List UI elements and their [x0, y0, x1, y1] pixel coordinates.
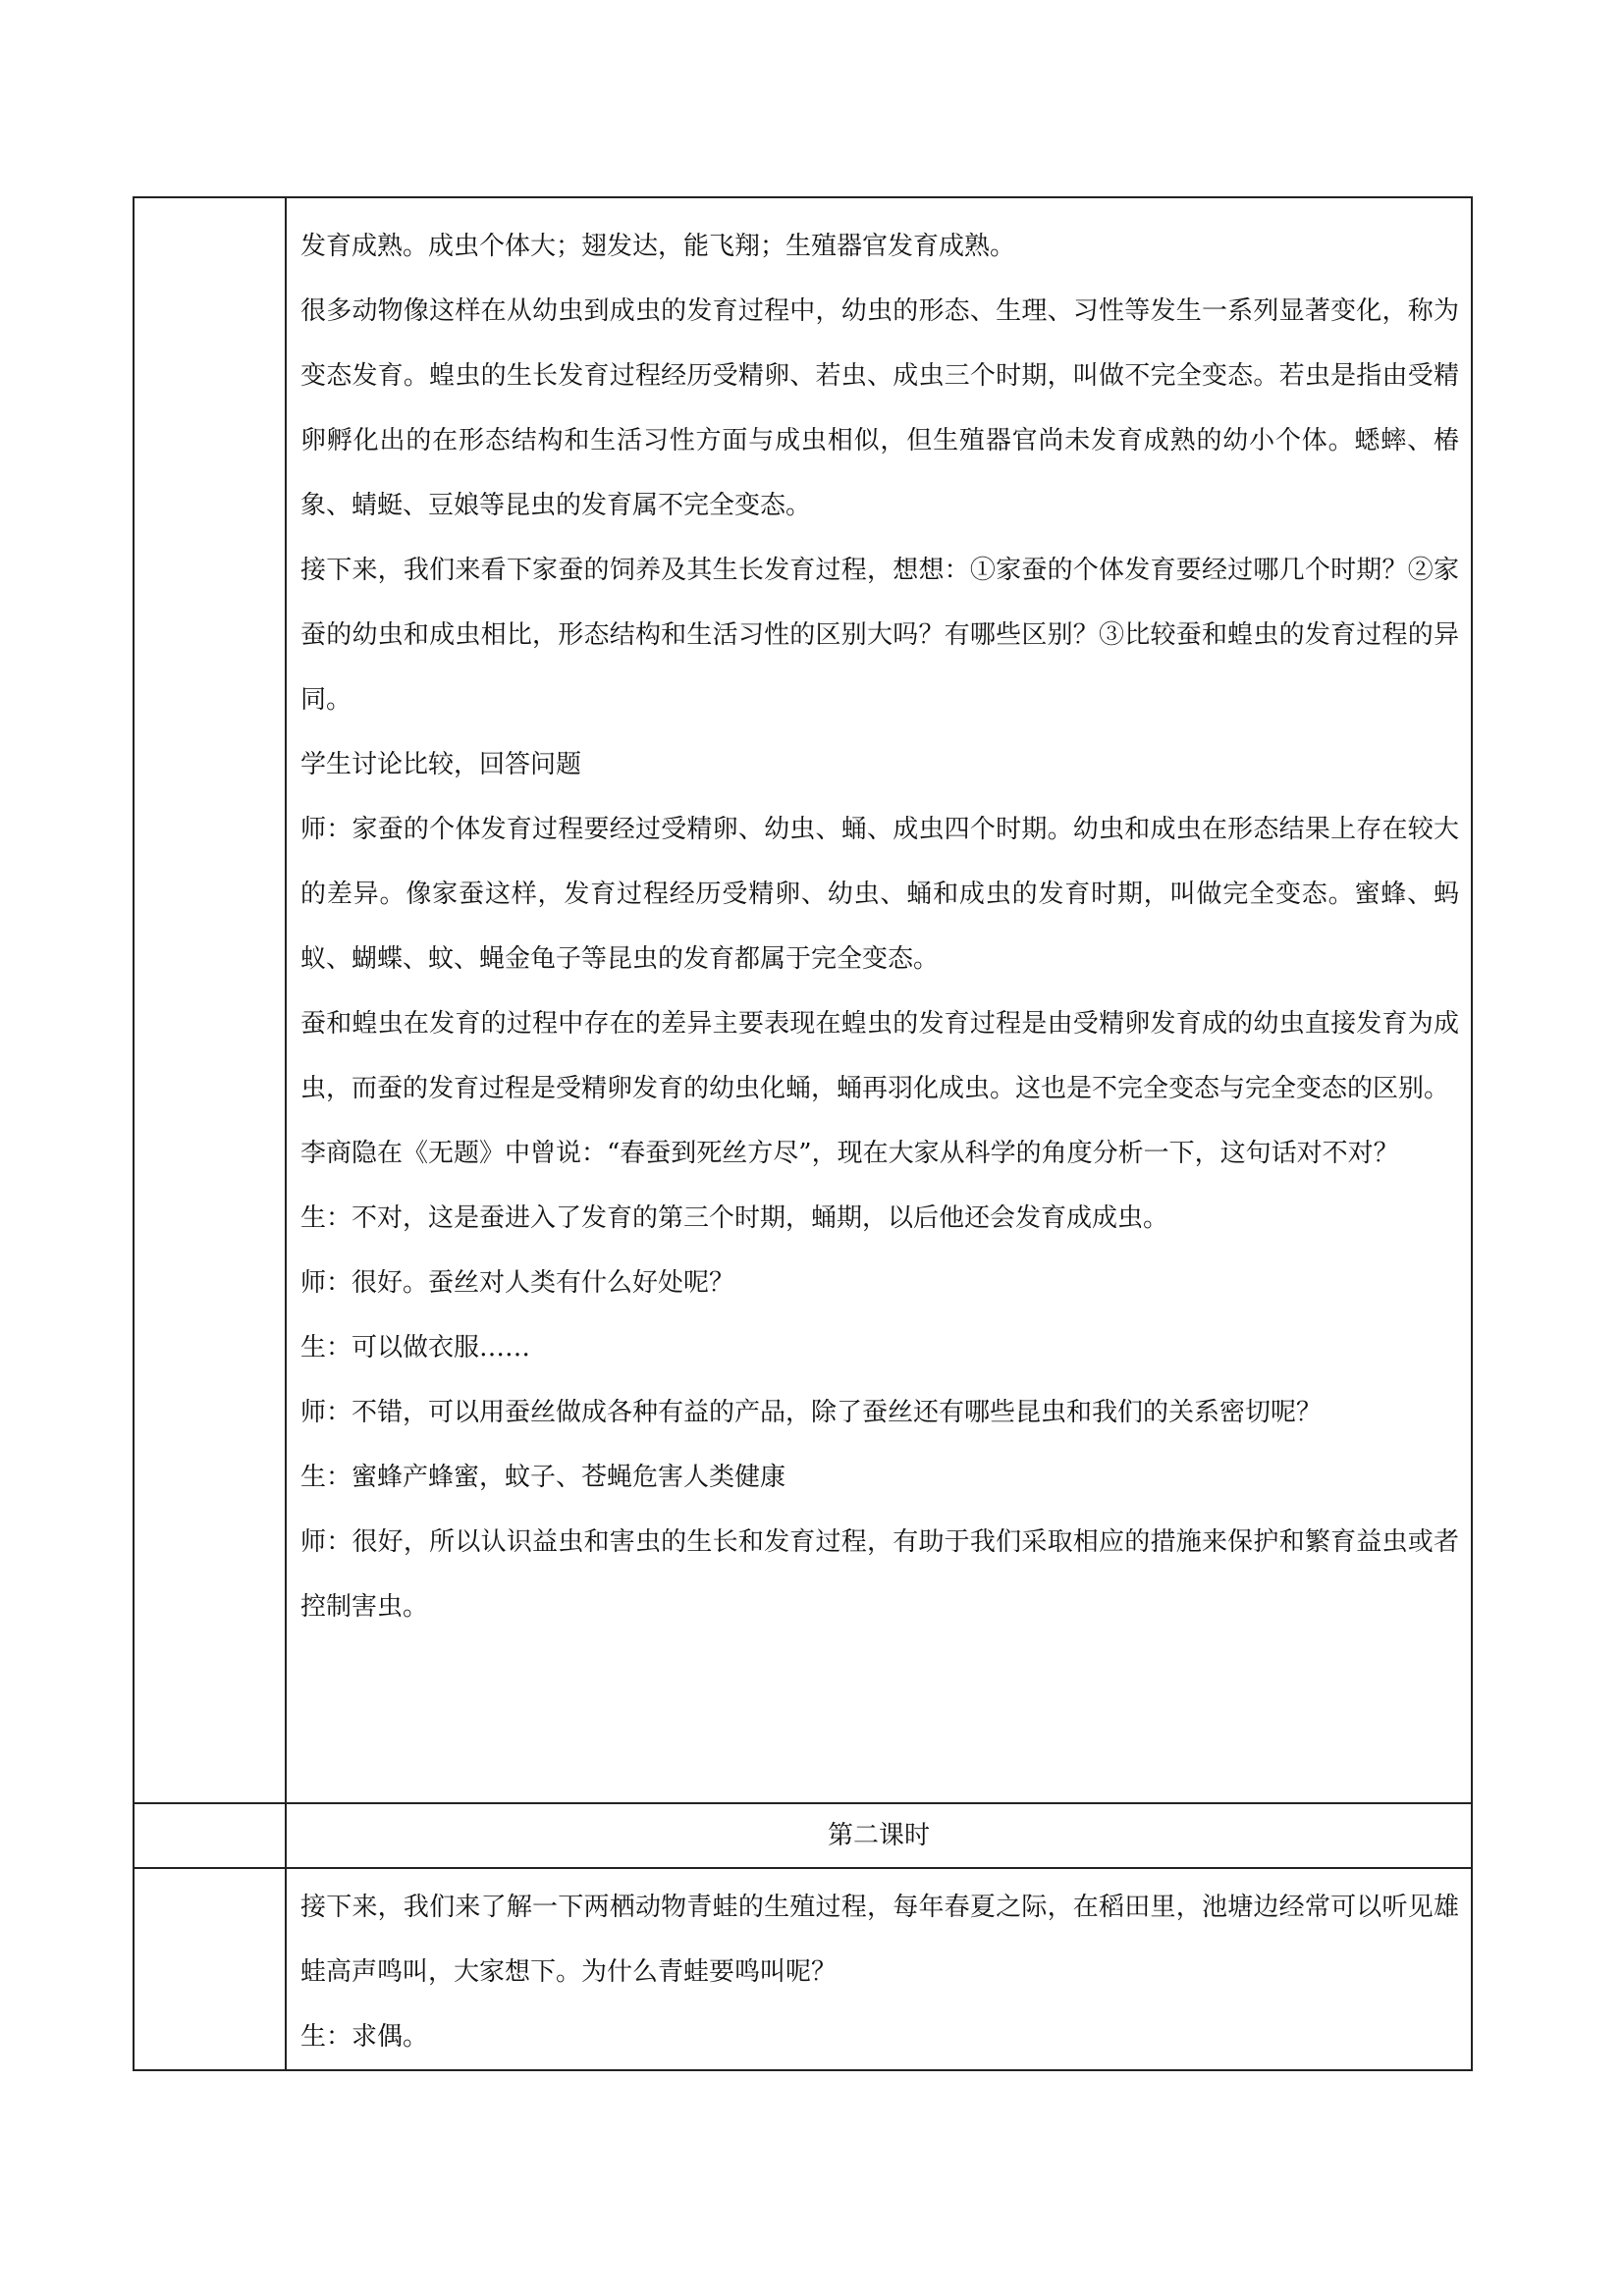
content-cell [286, 1868, 1472, 2070]
paragraph: 蚕和蝗虫在发育的过程中存在的差异主要表现在蝗虫的发育过程是由受精卵发育成的幼虫直接发育为成虫，而蚕的发育过程是受精卵发育的幼虫化蛹，蛹再羽化成虫。这也是不完全变态与完全变态的区别。 [300, 1009, 1459, 1103]
paragraph: 师：很好，所以认识益虫和害虫的生长和发育过程，有助于我们采取相应的措施来保护和繁育益虫或者控制害虫。 [300, 1527, 1459, 1622]
lesson-plan-table [133, 196, 1473, 2071]
left-label-cell [134, 1803, 286, 1868]
paragraph: 很多动物像这样在从幼虫到成虫的发育过程中，幼虫的形态、生理、习性等发生一系列显著变化，称为变态发育。蝗虫的生长发育过程经历受精卵、若虫、成虫三个时期，叫做不完全变态。若虫是指由受精卵孵化出的在形态结构和生活习性方面与成虫相似，但生殖器官尚未发育成熟的幼小个体。蟋蟀、椿象、蜻蜓、豆娘等昆虫的发育属不完全变态。 [300, 296, 1459, 520]
left-label-cell [134, 1868, 286, 2070]
paragraph: 生：可以做衣服…… [300, 1333, 531, 1362]
section-heading-cell [286, 1803, 1472, 1868]
paragraph: 发育成熟。成虫个体大；翅发达，能飞翔；生殖器官发育成熟。 [300, 232, 1016, 261]
paragraph: 师：家蚕的个体发育过程要经过受精卵、幼虫、蛹、成虫四个时期。幼虫和成虫在形态结果上存在较大的差异。像家蚕这样，发育过程经历受精卵、幼虫、蛹和成虫的发育时期，叫做完全变态。蜜蜂、蚂蚁、蝴蝶、蚊、蝇金龟子等昆虫的发育都属于完全变态。 [300, 815, 1459, 974]
section1-body [287, 198, 1471, 1639]
table-row [134, 197, 1472, 1803]
table-row [134, 1803, 1472, 1868]
table-row [134, 1868, 1472, 2070]
paragraph: 师：不错，可以用蚕丝做成各种有益的产品，除了蚕丝还有哪些昆虫和我们的关系密切呢？ [300, 1398, 1323, 1427]
paragraph: 生：求偶。 [300, 2022, 429, 2052]
section-heading: 第二课时 [827, 1821, 930, 1850]
paragraph: 接下来，我们来了解一下两栖动物青蛙的生殖过程，每年春夏之际，在稻田里，池塘边经常可以听见雄蛙高声鸣叫，大家想下。为什么青蛙要鸣叫呢？ [300, 1893, 1459, 1987]
section2-body [287, 1869, 1471, 2069]
paragraph: 学生讨论比较，回答问题 [300, 750, 582, 779]
content-cell [286, 197, 1472, 1803]
left-label-cell [134, 197, 286, 1803]
paragraph: 李商隐在《无题》中曾说：“春蚕到死丝方尽”，现在大家从科学的角度分析一下，这句话对不对？ [300, 1139, 1399, 1168]
paragraph: 师：很好。蚕丝对人类有什么好处呢？ [300, 1268, 735, 1298]
paragraph: 生：蜜蜂产蜂蜜，蚊子、苍蝇危害人类健康 [300, 1463, 786, 1492]
paragraph: 接下来，我们来看下家蚕的饲养及其生长发育过程，想想：①家蚕的个体发育要经过哪几个时期？②家蚕的幼虫和成虫相比，形态结构和生活习性的区别大吗？有哪些区别？③比较蚕和蝗虫的发育过程的异同。 [300, 556, 1459, 715]
paragraph: 生：不对，这是蚕进入了发育的第三个时期，蛹期，以后他还会发育成成虫。 [300, 1203, 1169, 1233]
